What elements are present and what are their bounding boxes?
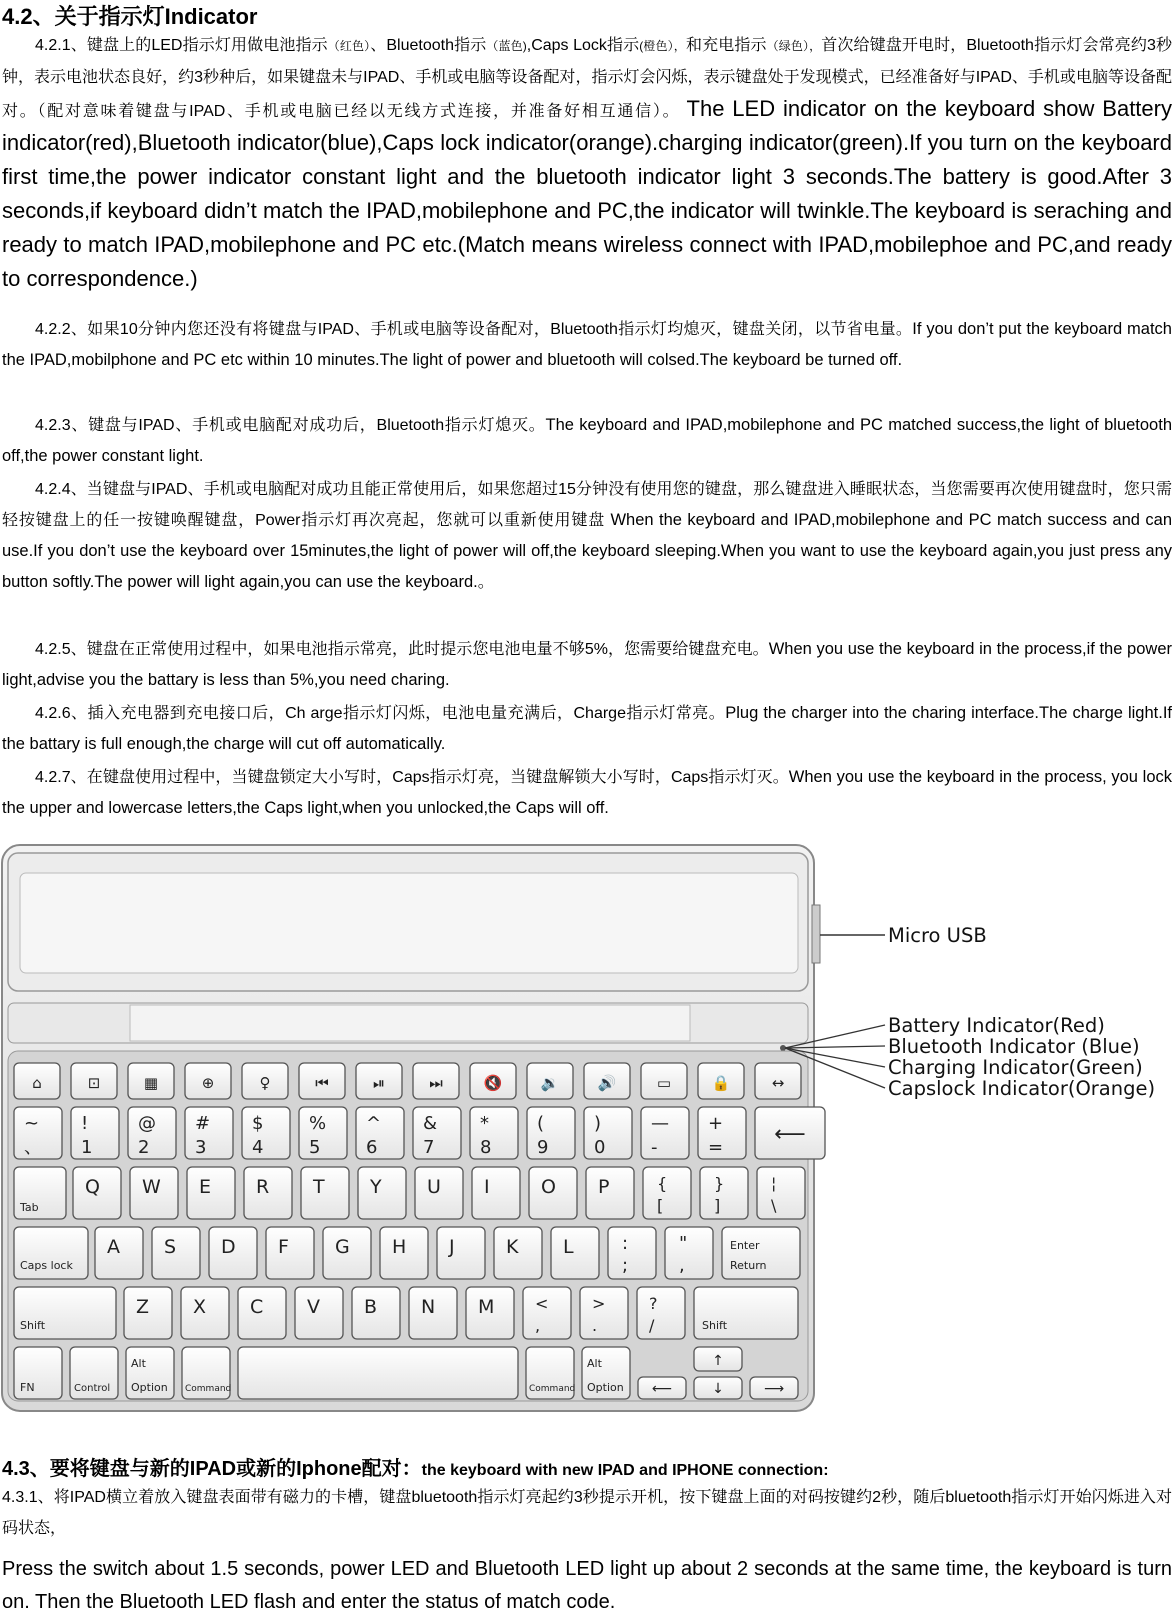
fn-key-next-track[interactable] — [413, 1063, 459, 1099]
key-bracket-2-label: \ — [771, 1196, 777, 1215]
key-y[interactable] — [358, 1167, 406, 1219]
key-punct-b-1-label: > — [592, 1294, 606, 1313]
key-number-7-label: & — [423, 1113, 438, 1134]
key-c-label: C — [250, 1296, 264, 1318]
key-command-right[interactable] — [526, 1347, 575, 1399]
p5-cn: 4.2.5、键盘在正常使用过程中，如果电池指示常亮，此时提示您电池电量不够5%，您需要给键盘充电。 — [35, 641, 769, 658]
key-bracket-1-label: } — [714, 1174, 725, 1193]
fn-key-mute-label: 🔇 — [483, 1074, 503, 1092]
key-number-1-label: 1 — [81, 1137, 93, 1158]
key-bracket-2-label: ¦ — [771, 1174, 777, 1193]
key-punct-b-1-label: . — [592, 1316, 598, 1335]
key-number-2-label: 2 — [138, 1137, 150, 1158]
fn-key-home-label: ⌂ — [32, 1074, 42, 1092]
key-number-2[interactable] — [128, 1107, 176, 1159]
key-w[interactable] — [130, 1167, 178, 1219]
key-number-4-label: 4 — [252, 1137, 264, 1158]
label-bluetooth-indicator: Bluetooth Indicator (Blue) — [888, 1035, 1140, 1058]
p2-english: If you don’t put the keyboard match the IPAD,mobilphone and PC etc within 10 minutes.The light of power and bluetooth will colsed.The keyboard be turned off. — [2, 320, 1172, 369]
key-number-2-label: @ — [138, 1113, 156, 1134]
key-tab-label: Tab — [20, 1201, 39, 1214]
key-shift-right-label: Shift — [702, 1319, 728, 1332]
key-x-label: X — [193, 1296, 207, 1318]
fn-key-lock[interactable] — [698, 1063, 744, 1099]
key-number-0[interactable] — [14, 1107, 62, 1159]
fn-key-mute[interactable] — [470, 1063, 516, 1099]
key-punct-0[interactable] — [608, 1227, 656, 1279]
key-u-label: U — [427, 1176, 441, 1198]
key-s-label: S — [164, 1236, 177, 1258]
fn-key-pair[interactable] — [755, 1063, 801, 1099]
key-number-9-label: 9 — [537, 1137, 549, 1158]
key-d-label: D — [221, 1236, 236, 1258]
key-x[interactable] — [181, 1287, 229, 1339]
key-k-label: K — [506, 1236, 519, 1258]
fn-key-voice-label: ♀ — [259, 1074, 271, 1092]
fn-key-keyboard-toggle[interactable] — [128, 1063, 174, 1099]
key-enter-label: Return — [730, 1259, 767, 1272]
key-shift-left[interactable] — [14, 1287, 116, 1339]
key-number-4-label: $ — [252, 1113, 264, 1134]
key-h[interactable] — [380, 1227, 428, 1279]
key-punct-1-label: , — [679, 1255, 685, 1276]
key-number-1-label: ! — [81, 1113, 89, 1134]
key-k[interactable] — [494, 1227, 542, 1279]
key-number-8-label: * — [480, 1113, 489, 1134]
p6-english: Plug the charger into the charing interface.The charge light.If the battary is full enough,the charge will cut off automatically. — [2, 704, 1172, 753]
key-number-1[interactable] — [71, 1107, 119, 1159]
key-option-right-label: Option — [587, 1381, 624, 1394]
key-q-label: Q — [85, 1176, 100, 1198]
keyboard-diagram — [0, 843, 1175, 1423]
key-bracket-1[interactable] — [700, 1167, 748, 1219]
key-d[interactable] — [209, 1227, 257, 1279]
key-arrow-up-label: ↑ — [712, 1353, 724, 1369]
paragraph-4-3-1-english: Press the switch about 1.5 seconds, power LED and Bluetooth LED light up about 2 seconds at the same time, the keyboard is turn on. Then the Bluetooth LED flash and enter the status of match code. — [2, 1558, 1172, 1613]
key-a[interactable] — [95, 1227, 143, 1279]
p6-cn: 4.2.6、插入充电器到充电接口后，Ch arge指示灯闪烁，电池电量充满后，Charge指示灯常亮。 — [35, 705, 726, 722]
paragraph-4-2-7 — [2, 762, 1172, 824]
fn-key-search[interactable] — [71, 1063, 117, 1099]
key-number-10[interactable] — [584, 1107, 632, 1159]
fn-key-home[interactable] — [14, 1063, 60, 1099]
key-c[interactable] — [238, 1287, 286, 1339]
key-command-right-label: Command — [529, 1384, 576, 1394]
key-number-12-label: + — [708, 1113, 724, 1134]
fn-key-previous-track[interactable] — [299, 1063, 345, 1099]
paragraph-4-2-4 — [2, 474, 1172, 598]
fn-key-keyboard-toggle-label: ▦ — [143, 1074, 159, 1092]
key-number-3[interactable] — [185, 1107, 233, 1159]
key-number-3-label: 3 — [195, 1137, 207, 1158]
key-option-left-label: Option — [131, 1381, 168, 1394]
key-punct-b-2-label: / — [649, 1316, 655, 1335]
key-z-label: Z — [136, 1296, 150, 1318]
key-number-10-label: ) — [594, 1113, 602, 1134]
key-number-6-label: 6 — [366, 1137, 378, 1158]
p3-english: The keyboard and IPAD,mobilephone and PC matched success,the light of bluetooth off,the power constant light. — [2, 416, 1172, 465]
key-arrow-left-label: ⟵ — [651, 1381, 673, 1397]
p7-cn: 4.2.7、在键盘使用过程中，当键盘锁定大小写时，Caps指示灯亮，当键盘解锁大小写时，Caps指示灯灭。 — [35, 769, 789, 786]
key-option-right[interactable] — [582, 1347, 630, 1399]
key-number-8[interactable] — [470, 1107, 518, 1159]
key-punct-0-label: ; — [622, 1255, 629, 1276]
key-arrow-up[interactable] — [694, 1347, 742, 1371]
key-w-label: W — [142, 1176, 161, 1198]
micro-usb-port — [812, 905, 820, 963]
key-l-label: L — [563, 1236, 574, 1258]
key-t[interactable] — [301, 1167, 349, 1219]
p1-cn-e: 首次给键盘开电时，Bluetooth指示灯会常亮约3秒钟，表示电池状态良好，约3秒种后，如果键盘未与IPAD、手机或电脑等设备配对，指示灯会闪烁，表示键盘处于发现模式，已经准备好与IPAD、手机或电脑等设备配对。（配对意味着键盘与IPAD、手机或电脑已经以无线方式连接，并准备好相互通信）。 — [2, 37, 1172, 120]
key-m[interactable] — [466, 1287, 514, 1339]
fn-key-next-track-label: ⏭ — [429, 1074, 443, 1092]
key-number-7[interactable] — [413, 1107, 461, 1159]
fn-key-pair-label: ↔ — [771, 1074, 785, 1092]
label-micro-usb: Micro USB — [888, 924, 987, 947]
paragraph-4-2-5 — [2, 634, 1172, 696]
key-number-12-label: = — [708, 1137, 724, 1158]
fn-key-play-pause-label: ⏯ — [372, 1074, 386, 1092]
label-charging-indicator: Charging Indicator(Green) — [888, 1056, 1143, 1079]
key-number-5[interactable] — [299, 1107, 347, 1159]
key-b-label: B — [364, 1296, 378, 1318]
key-number-5-label: 5 — [309, 1137, 321, 1158]
key-punct-1[interactable] — [665, 1227, 713, 1279]
key-p[interactable] — [586, 1167, 634, 1219]
key-v[interactable] — [295, 1287, 343, 1339]
key-p-label: P — [598, 1176, 610, 1198]
key-enter[interactable] — [722, 1227, 800, 1279]
label-battery-indicator: Battery Indicator(Red) — [888, 1014, 1105, 1037]
key-backspace-label: ⟵ — [774, 1122, 806, 1147]
key-bracket-1-label: ] — [714, 1196, 721, 1215]
key-q[interactable] — [73, 1167, 121, 1219]
key-arrow-left[interactable] — [638, 1377, 686, 1399]
key-bracket-0-label: { — [657, 1174, 668, 1193]
key-control-label: Control — [74, 1383, 111, 1394]
paragraph-4-2-6 — [2, 698, 1172, 760]
paragraph-4-2-1 — [2, 30, 1172, 297]
key-g[interactable] — [323, 1227, 371, 1279]
key-b[interactable] — [352, 1287, 400, 1339]
key-number-12[interactable] — [698, 1107, 746, 1159]
p1-cn-a: 4.2.1、键盘上的LED指示灯用做电池指示 — [35, 37, 328, 54]
key-shift-left-label: Shift — [20, 1319, 46, 1332]
key-v-label: V — [307, 1296, 320, 1318]
fn-key-display[interactable] — [641, 1063, 687, 1099]
fn-key-volume-down-label: 🔉 — [540, 1074, 560, 1092]
key-fn-label: FN — [20, 1381, 35, 1394]
fn-key-search-label: ⊡ — [87, 1074, 101, 1092]
p1-blue-note: （蓝色) — [486, 39, 527, 53]
key-i-label: I — [484, 1176, 490, 1198]
key-control[interactable] — [70, 1347, 118, 1399]
key-arrow-down[interactable] — [694, 1377, 742, 1399]
section-4-3-title-en: the keyboard with new IPAD and IPHONE connection: — [421, 1462, 829, 1479]
key-command-left-label: Command — [185, 1384, 232, 1394]
key-enter-label: Enter — [730, 1239, 760, 1252]
key-t-label: T — [313, 1176, 325, 1198]
fn-key-volume-down[interactable] — [527, 1063, 573, 1099]
key-capslock[interactable] — [14, 1227, 88, 1279]
key-number-5-label: % — [309, 1113, 327, 1134]
key-l[interactable] — [551, 1227, 599, 1279]
p5-english: When you use the keyboard in the process,if the power light,advise you the battary is less than 5%,you need charing. — [2, 640, 1172, 689]
p1-orange-note: (橙色）， — [639, 39, 686, 53]
key-shift-right[interactable] — [694, 1287, 798, 1339]
key-e[interactable] — [187, 1167, 235, 1219]
key-capslock-label: Caps lock — [20, 1259, 73, 1272]
key-punct-b-1[interactable] — [580, 1287, 628, 1339]
paragraph-4-2-2 — [2, 314, 1172, 376]
key-number-0-label: ~ — [24, 1113, 40, 1134]
p1-cn-c: ,Caps Lock指示 — [526, 37, 640, 54]
key-number-6-label: ^ — [366, 1113, 382, 1134]
p1-cn-b: 、Bluetooth指示 — [370, 37, 487, 54]
fn-key-voice[interactable] — [242, 1063, 288, 1099]
key-option-right-label: Alt — [587, 1357, 602, 1370]
key-punct-b-0-label: < — [535, 1294, 549, 1313]
p1-english: The LED indicator on the keyboard show Battery indicator(red),Bluetooth indicator(blue),Caps lock indicator(orange).charging indicator(green).If you turn on the keyboard first time,the power indicator constant light and the bluetooth indicator light 3 seconds.The battery is good.After 3 seconds,if keyboard didn’t match the IPAD,mobilephone and PC,the indicator will twinkle.The keyboard is seraching and ready to match IPAD,mobilephone and PC etc.(Match means wireless connect with IPAD,mobilephoe and PC,and ready to correspondence.) — [2, 96, 1172, 291]
key-h-label: H — [392, 1236, 407, 1258]
key-s[interactable] — [152, 1227, 200, 1279]
key-n-label: N — [421, 1296, 436, 1318]
fn-key-volume-up-label: 🔊 — [597, 1074, 617, 1092]
key-number-6[interactable] — [356, 1107, 404, 1159]
paragraph-4-3-1: 4.3.1、将IPAD横立着放入键盘表面带有磁力的卡槽，键盘bluetooth指示灯亮起约3秒提示开机，按下键盘上面的对码按键约2秒，随后bluetooth指示灯开始闪烁进入对码状态， — [2, 1489, 1172, 1537]
key-n[interactable] — [409, 1287, 457, 1339]
key-number-10-label: 0 — [594, 1137, 606, 1158]
key-j-label: J — [449, 1236, 455, 1258]
key-punct-b-0[interactable] — [523, 1287, 571, 1339]
key-number-8-label: 8 — [480, 1137, 492, 1158]
key-punct-b-2-label: ? — [649, 1294, 658, 1313]
section-4-3-title-cn: 4.3、要将键盘与新的IPAD或新的Iphone配对： — [2, 1458, 422, 1480]
key-number-3-label: # — [195, 1113, 211, 1134]
key-fn[interactable] — [14, 1347, 62, 1399]
p1-green-note: （绿色）， — [766, 39, 822, 53]
key-f[interactable] — [266, 1227, 314, 1279]
key-number-9[interactable] — [527, 1107, 575, 1159]
fn-key-volume-up[interactable] — [584, 1063, 630, 1099]
p1-cn-d: 和充电指示 — [685, 37, 767, 54]
key-r[interactable] — [244, 1167, 292, 1219]
key-number-0-label: 、 — [24, 1137, 42, 1158]
key-arrow-right[interactable] — [750, 1377, 798, 1399]
key-number-11-label: - — [651, 1137, 658, 1158]
key-number-11[interactable] — [641, 1107, 689, 1159]
key-o[interactable] — [529, 1167, 577, 1219]
key-i[interactable] — [472, 1167, 520, 1219]
key-bracket-2[interactable] — [757, 1167, 805, 1219]
key-g-label: G — [335, 1236, 350, 1258]
key-punct-1-label: " — [679, 1233, 688, 1254]
fn-key-play-pause[interactable] — [356, 1063, 402, 1099]
key-r-label: R — [256, 1176, 270, 1198]
paragraph-4-2-3 — [2, 410, 1172, 472]
key-e-label: E — [199, 1176, 212, 1198]
key-number-4[interactable] — [242, 1107, 290, 1159]
key-tab[interactable] — [14, 1167, 66, 1219]
key-bracket-0-label: [ — [657, 1196, 664, 1215]
p4-cn: 4.2.4、当键盘与IPAD、手机或电脑配对成功且能正常使用后，如果您超过15分钟没有使用您的键盘，那么键盘进入睡眠状态，当您需要再次使用键盘时，您只需轻按键盘上的任一按键唤醒键盘，Power指示灯再次亮起，您就可以重新使用键盘 — [2, 481, 1172, 529]
key-punct-b-0-label: , — [535, 1316, 541, 1335]
key-punct-b-2[interactable] — [637, 1287, 685, 1339]
key-f-label: F — [278, 1236, 289, 1258]
key-number-7-label: 7 — [423, 1137, 435, 1158]
key-command-left[interactable] — [182, 1347, 231, 1399]
key-j[interactable] — [437, 1227, 485, 1279]
fn-key-language-label: ⊕ — [201, 1074, 215, 1092]
key-backspace[interactable] — [755, 1107, 825, 1159]
section-4-2-title: 4.2、关于指示灯Indicator — [2, 4, 258, 29]
fn-key-lock-label: 🔒 — [711, 1074, 731, 1092]
key-punct-0-label: : — [622, 1233, 629, 1254]
key-bracket-0[interactable] — [643, 1167, 691, 1219]
key-m-label: M — [478, 1296, 495, 1318]
key-a-label: A — [107, 1236, 120, 1258]
key-number-9-label: ( — [537, 1113, 545, 1134]
label-capslock-indicator: Capslock Indicator(Orange) — [888, 1077, 1156, 1100]
p7-english: When you use the keyboard in the process, you lock the upper and lowercase letters,the Caps light,when you unlocked,the Caps will off. — [2, 768, 1172, 817]
key-option-left[interactable] — [126, 1347, 174, 1399]
key-number-11-label: — — [651, 1113, 669, 1134]
p4-english: When the keyboard and IPAD,mobilephone and PC match success and can use.If you don’t use the keyboard over 15minutes,the light of power will off,the keyboard sleeping.When you want to use the keyboard again,you just press any button softly.The power will light again,you can use the keyboard.。 — [2, 511, 1172, 591]
key-y-label: Y — [370, 1176, 382, 1198]
key-u[interactable] — [415, 1167, 463, 1219]
fn-key-previous-track-label: ⏮ — [315, 1074, 329, 1092]
key-space[interactable] — [238, 1347, 518, 1399]
key-arrow-right-label: ⟶ — [763, 1381, 785, 1397]
fn-key-language[interactable] — [185, 1063, 231, 1099]
p3-cn: 4.2.3、键盘与IPAD、手机或电脑配对成功后，Bluetooth指示灯熄灭。 — [35, 417, 546, 434]
key-o-label: O — [541, 1176, 556, 1198]
key-option-left-label: Alt — [131, 1357, 146, 1370]
key-arrow-down-label: ↓ — [712, 1381, 724, 1397]
p1-red-note: （红色） — [327, 39, 371, 53]
fn-key-display-label: ▭ — [656, 1074, 672, 1092]
p2-cn: 4.2.2、如果10分钟内您还没有将键盘与IPAD、手机或电脑等设备配对，Bluetooth指示灯均熄灭，键盘关闭，以节省电量。 — [35, 321, 913, 338]
key-z[interactable] — [124, 1287, 172, 1339]
section-4-3-title — [2, 1452, 829, 1481]
